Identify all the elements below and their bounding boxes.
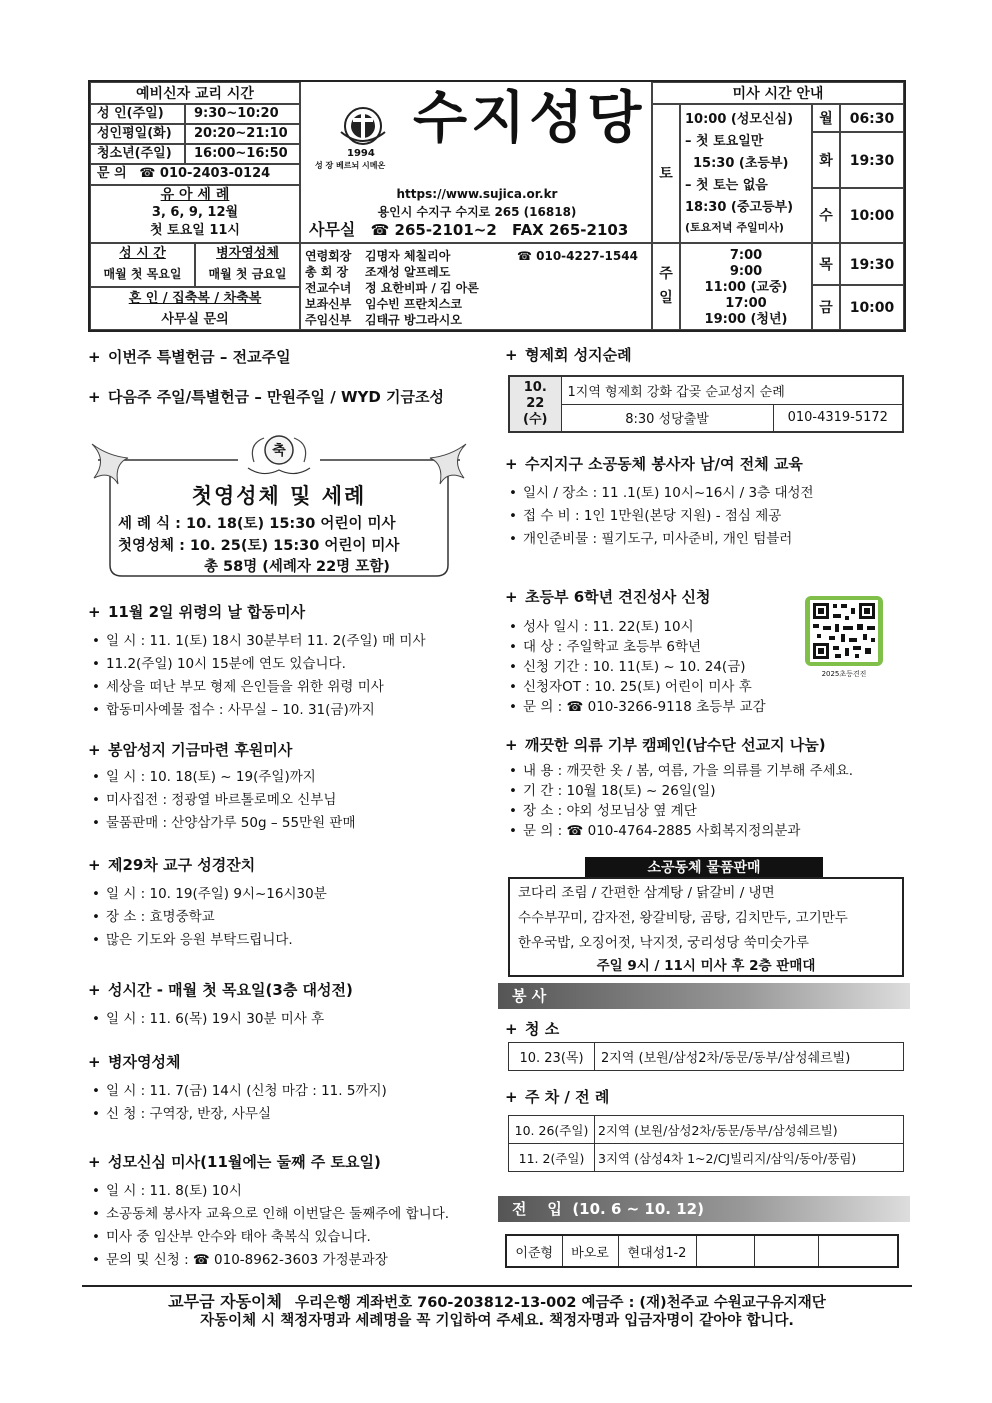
qr-caption: 2025초등견진: [821, 670, 867, 678]
qr-code[interactable]: [805, 596, 883, 678]
list-item: • 세상을 떠난 부모 형제 은인들을 위한 위령 미사: [88, 676, 493, 699]
special-collection-text: 이번주 특별헌금 – 전교주일: [108, 348, 291, 366]
section-bible-festival: [88, 855, 493, 980]
catechism-contact-phone: ☎ 010-2403-0124: [139, 166, 271, 181]
section-title-text: 깨끗한 의류 기부 캠페인(남수단 선교지 나눔): [525, 736, 826, 754]
transfer-cell: [754, 1235, 818, 1267]
catechism-row-youth-label: 청소년(주일): [90, 144, 185, 164]
list-item: • 일 시 : 11. 1(토) 18시 30분부터 11. 2(주일) 매 미사: [88, 630, 493, 653]
staff-name: 김태규 방그라시오: [365, 313, 462, 327]
saturday-mass-line: 15:30 (초등부): [693, 156, 789, 171]
catechism-row-adult-value: 9:30~10:20: [185, 104, 300, 124]
transfer-cell: [818, 1235, 898, 1267]
pilgrimage-phone: 010-4319-5172: [773, 404, 903, 432]
section-training: [505, 454, 905, 551]
section-title: + 제29차 교구 성경잔치: [88, 856, 256, 874]
staff-list: [300, 243, 652, 330]
list-item: • 합동미사예물 접수 : 사무실 – 10. 31(금)까지: [88, 699, 493, 722]
section-sick-communion: [88, 1052, 493, 1152]
list-item: • 11.2(주일) 10시 15분에 연도 있습니다.: [88, 653, 493, 676]
infant-baptism-title: 유 아 세 례: [160, 187, 230, 203]
staff-row: [305, 312, 647, 328]
list-item: • 장 소 : 효명중학교: [88, 906, 493, 929]
section-title-text: 성시간 - 매월 첫 목요일(3층 대성전): [108, 981, 353, 999]
parking-table: [508, 1115, 904, 1172]
weekday-fri-time: 10:00: [840, 285, 904, 330]
parking-desc: 3지역 (삼성4차 1~2/CJ빌리지/삼익/동아/풍림): [595, 1144, 904, 1172]
logo-year: 1994: [347, 148, 375, 159]
staff-name: 정 요한비파 / 김 아론: [365, 281, 479, 295]
list-item: • 내 용 : 깨끗한 옷 / 봄, 여름, 가을 의류를 기부해 주세요.: [505, 761, 905, 781]
holy-hour-when: 매월 첫 목요일: [103, 267, 182, 281]
sunday-label-2: 일: [659, 290, 673, 306]
table-row: [509, 1144, 904, 1172]
staff-role: 주임신부: [305, 313, 352, 327]
catechism-row-youth-value: 16:00~16:50: [185, 144, 300, 164]
catechism-row-adult-label: 성 인(주일): [90, 104, 185, 124]
sunday-mass-line: 9:00: [729, 264, 763, 279]
section-title: + 봉암성지 기금마련 후원미사: [88, 741, 293, 759]
sick-communion-when: 매월 첫 금요일: [208, 267, 287, 281]
section-title-text: 성모신심 미사(11월에는 둘째 주 토요일): [108, 1153, 381, 1171]
sale-footer: 주일 9시 / 11시 미사 후 2층 판매대: [596, 958, 816, 974]
section-title: + 초등부 6학년 견진성사 신청: [505, 588, 711, 606]
saturday-label: 토: [652, 104, 680, 243]
left-sections: [88, 602, 493, 1272]
transfer-cell: 이준형: [506, 1235, 562, 1267]
section-title-text: 초등부 6학년 견진성사 신청: [525, 588, 711, 606]
sunday-mass-line: 17:00: [725, 296, 767, 311]
cleaning-table: [508, 1042, 904, 1071]
list-item: • 많은 기도와 응원 부탁드립니다.: [88, 929, 493, 952]
saturday-mass-list: [680, 104, 812, 243]
sunday-label: [652, 243, 680, 330]
staff-role: 연령회장: [305, 249, 352, 263]
list-item: • 일 시 : 10. 18(토) ~ 19(주일)까지: [88, 766, 493, 789]
list-item: • 신 청 : 구역장, 반장, 사무실: [88, 1103, 493, 1126]
table-row: [506, 1235, 898, 1267]
wedding-title: 혼 인 / 집축복 / 차축복: [128, 291, 262, 306]
parking-desc: 2지역 (보원/삼성2차/동문/동부/삼성쉐르빌): [595, 1116, 904, 1144]
catechism-contact-label: 문 의: [97, 166, 127, 181]
section-title: + 깨끗한 의류 기부 캠페인(남수단 선교지 나눔): [505, 736, 826, 754]
staff-phone: ☎ 010-4227-1544: [517, 249, 638, 263]
sunday-mass-line: 19:00 (청년): [704, 312, 788, 327]
cleaning-title-text: 청 소: [525, 1020, 560, 1038]
catechism-title: 예비신자 교리 시간: [90, 82, 300, 104]
wedding-when: 사무실 문의: [161, 312, 229, 327]
section-title: + 수지지구 소공동체 봉사자 남/여 전체 교육: [505, 455, 803, 473]
list-item: • 소공동체 봉사자 교육으로 인해 이번달은 둘째주에 합니다.: [88, 1203, 493, 1226]
infant-baptism-when: 첫 토요일 11시: [150, 223, 240, 238]
list-item: • 접 수 비 : 1인 1만원(본당 지원) - 점심 제공: [505, 505, 905, 528]
pilgrimage-title: + 형제회 성지순례: [505, 346, 632, 364]
office-fax: FAX 265-2103: [512, 221, 629, 239]
list-item: • 일 시 : 11. 8(토) 10시: [88, 1180, 493, 1203]
section-title: + 성모신심 미사(11월에는 둘째 주 토요일): [88, 1153, 381, 1171]
bulletin-header: [88, 80, 906, 332]
list-item: • 성사 일시 : 11. 22(토) 10시: [505, 617, 905, 637]
pilgrimage-table: [508, 375, 904, 433]
footer-autopay-label: 교무금 자동이체: [168, 1292, 282, 1311]
parking-date: 10. 26(주일): [509, 1116, 595, 1144]
transfer-header: 전 입 (10. 6 ~ 10. 12): [498, 1196, 910, 1222]
weekday-tue-time: 19:30: [840, 132, 904, 188]
list-item: • 장 소 : 야외 성모님상 옆 계단: [505, 801, 905, 821]
section-all-souls: [88, 602, 493, 740]
saturday-mass-line: (토요저녁 주일미사): [685, 221, 784, 234]
sale-box: [508, 877, 904, 977]
list-item: • 일시 / 장소 : 11 .1(토) 10시~16시 / 3층 대성전: [505, 482, 905, 505]
sick-communion-title: 병자영성체: [216, 246, 279, 261]
mass-title: 미사 시간 안내: [652, 82, 904, 104]
staff-name: 임수빈 프란치스코: [365, 297, 462, 311]
saturday-mass-line: – 첫 토는 없음: [685, 178, 768, 193]
banner-first-communion: 첫영성체 : 10. 25(토) 15:30 어린이 미사: [118, 538, 400, 554]
sale-line: 한우국밥, 오징어젓, 낙지젓, 궁리성당 쑥미숫가루: [518, 935, 809, 951]
staff-name: 조재성 알프레도: [365, 265, 451, 279]
weekday-wed: 수: [812, 188, 840, 243]
staff-name: 김명자 체칠리아: [365, 249, 451, 263]
banner-baptism: 세 례 식 : 10. 18(토) 15:30 어린이 미사: [118, 516, 396, 532]
section-clothes-campaign: [505, 735, 905, 841]
saturday-mass-line: 18:30 (중고등부): [685, 200, 794, 215]
parking-title: + 주 차 / 전 례: [505, 1088, 610, 1106]
section-title: + 병자영성체: [88, 1053, 181, 1071]
staff-role: 보좌신부: [305, 297, 352, 311]
parish-website[interactable]: https://www.sujica.or.kr: [396, 187, 558, 201]
office-label: 사무실: [309, 220, 356, 239]
weekday-tue: 화: [812, 132, 840, 188]
wedding-box: [90, 287, 300, 330]
footer-account: 우리은행 계좌번호 760-203812-13-002 예금주 : (재)천주교 수원교구유지재단: [295, 1295, 826, 1311]
staff-row: [305, 280, 647, 296]
sacrament-banner: [88, 430, 470, 580]
list-item: • 문 의 : ☎ 010-4764-2885 사회복지정의분과: [505, 821, 905, 841]
sunday-label-1: 주: [659, 266, 673, 282]
catechism-row-weekday-label: 성인평일(화): [90, 124, 185, 144]
pilgrimage-title-text: 형제회 성지순례: [525, 346, 632, 364]
staff-role: 총 회 장: [305, 265, 349, 279]
pilgrimage-desc: 1지역 형제회 강화 갑곶 순교성지 순례: [561, 376, 903, 404]
list-item: • 문의 및 신청 : ☎ 010-8962-3603 가정분과장: [88, 1249, 493, 1272]
next-week-text: 다음주 주일/특별헌금 – 만원주일 / WYD 기금조성: [108, 388, 444, 406]
list-item: • 신청자OT : 10. 25(토) 어린이 미사 후: [505, 677, 905, 697]
cleaning-title: + 청 소: [505, 1020, 560, 1038]
holy-hour-title: 성 시 간: [119, 246, 166, 261]
list-item: • 미사 중 임산부 안수와 태아 축복식 있습니다.: [88, 1226, 493, 1249]
section-title-text: 제29차 교구 성경잔치: [108, 856, 256, 874]
special-collection-this-week: + 이번주 특별헌금 – 전교주일: [88, 348, 291, 366]
banner-title: 첫영성체 및 세례: [191, 484, 367, 508]
office-phone: ☎ 265-2101~2: [370, 221, 497, 239]
pilgrimage-date: 10. 22 (수): [509, 376, 561, 432]
list-item: • 신청 기간 : 10. 11(토) ~ 10. 24(금): [505, 657, 905, 677]
staff-row: [305, 264, 647, 280]
section-marian-mass: [88, 1152, 493, 1272]
qr-code-icon: [805, 596, 883, 666]
infant-baptism-months: 3, 6, 9, 12월: [151, 205, 239, 220]
table-row: [509, 1116, 904, 1144]
staff-role: 전교수녀: [305, 281, 352, 295]
logo-caption: 성 장 베르뇌 시메온: [315, 161, 386, 170]
saturday-mass-line: – 첫 토요일만: [685, 134, 764, 149]
transfer-cell: [696, 1235, 754, 1267]
banner-total: 총 58명 (세례자 22명 포함): [204, 559, 390, 575]
parish-address: 용인시 수지구 수지로 265 (16818): [377, 205, 577, 219]
section-title-text: 수지지구 소공동체 봉사자 남/여 전체 교육: [525, 455, 803, 473]
list-item: • 미사집전 : 정광열 바르톨로메오 신부님: [88, 789, 493, 812]
banner-emblem: 축: [272, 443, 286, 459]
section-title: + 성시간 - 매월 첫 목요일(3층 대성전): [88, 981, 353, 999]
transfer-cell: 현대성1-2: [618, 1235, 696, 1267]
parking-title-text: 주 차 / 전 례: [525, 1088, 610, 1106]
list-item: • 일 시 : 11. 6(목) 19시 30분 미사 후: [88, 1008, 493, 1031]
footer-line-1: [82, 1292, 912, 1313]
sale-title: 소공동체 물품판매: [585, 857, 823, 879]
section-bongam-fundraising: [88, 740, 493, 855]
staff-row: [305, 248, 647, 264]
cleaning-desc: 2지역 (보원/삼성2차/동문/동부/삼성쉐르빌): [595, 1043, 904, 1071]
special-collection-next-week: + 다음주 주일/특별헌금 – 만원주일 / WYD 기금조성: [88, 388, 444, 406]
staff-row: [305, 296, 647, 312]
list-item: • 문 의 : ☎ 010-3266-9118 초등부 교감: [505, 697, 905, 717]
office-contact: [309, 220, 628, 240]
infant-baptism-box: [90, 185, 300, 243]
section-title-text: 봉암성지 기금마련 후원미사: [108, 741, 293, 759]
weekday-thu: 목: [812, 243, 840, 285]
saturday-mass-line: 10:00 (성모신심): [685, 112, 794, 127]
parish-name: 수지성당: [413, 86, 646, 151]
section-title-text: 11월 2일 위령의 날 합동미사: [108, 603, 306, 621]
sunday-mass-line: 11:00 (교중): [704, 280, 788, 295]
weekday-thu-time: 19:30: [840, 243, 904, 285]
catechism-contact: [90, 164, 300, 185]
sick-communion-box: [195, 243, 300, 287]
service-header: 봉 사: [498, 983, 910, 1009]
sunday-mass-list: [680, 243, 812, 330]
sale-line: 코다리 조림 / 간편한 삼계탕 / 닭갈비 / 냉면: [518, 885, 775, 901]
list-item: • 일 시 : 11. 7(금) 14시 (신청 마감 : 11. 5까지): [88, 1080, 493, 1103]
parking-date: 11. 2(주일): [509, 1144, 595, 1172]
weekday-mon: 월: [812, 104, 840, 132]
list-item: • 대 상 : 주일학교 초등부 6학년: [505, 637, 905, 657]
list-item: • 물품판매 : 산양삼가루 50g – 55만원 판매: [88, 812, 493, 835]
sunday-mass-line: 7:00: [729, 248, 763, 263]
transfer-cell: 바오로: [562, 1235, 618, 1267]
section-title-text: 병자영성체: [108, 1053, 181, 1071]
section-holy-hour: [88, 980, 493, 1052]
transfer-table: [505, 1234, 899, 1268]
footer-line-2: 자동이체 시 책정자명과 세례명을 꼭 기입하여 주세요. 책정자명과 입금자명이 같아야 합니다.: [200, 1313, 794, 1329]
footer-divider: [82, 1285, 912, 1287]
section-title: + 11월 2일 위령의 날 합동미사: [88, 603, 306, 621]
list-item: • 일 시 : 10. 19(주일) 9시~16시30분: [88, 883, 493, 906]
table-row: [509, 1043, 904, 1071]
cleaning-date: 10. 23(목): [509, 1043, 595, 1071]
sale-line: 수수부꾸미, 감자전, 왕갈비탕, 곰탕, 김치만두, 고기만두: [518, 910, 848, 926]
pilgrimage-depart: 8:30 성당출발: [561, 404, 773, 432]
weekday-mon-time: 06:30: [840, 104, 904, 132]
catechism-row-weekday-value: 20:20~21:10: [185, 124, 300, 144]
list-item: • 기 간 : 10월 18(토) ~ 26일(일): [505, 781, 905, 801]
weekday-fri: 금: [812, 285, 840, 330]
parish-title-area: [300, 82, 652, 243]
holy-hour-box: [90, 243, 195, 287]
list-item: • 개인준비물 : 필기도구, 미사준비, 개인 텀블러: [505, 528, 905, 551]
weekday-wed-time: 10:00: [840, 188, 904, 243]
